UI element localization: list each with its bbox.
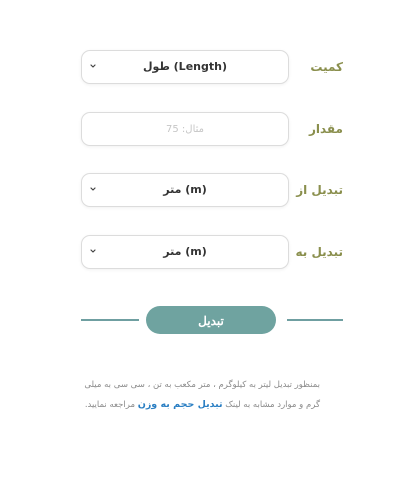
to-unit-row bbox=[81, 235, 343, 269]
amount-label: مقدار bbox=[308, 122, 343, 136]
quantity-selected-value: طول (Length) bbox=[143, 60, 227, 73]
chevron-down-icon bbox=[88, 61, 98, 71]
from-unit-select[interactable] bbox=[81, 173, 289, 207]
quantity-row bbox=[81, 50, 343, 84]
from-unit-label: تبدیل از bbox=[296, 183, 343, 197]
convert-section bbox=[81, 306, 343, 334]
amount-row bbox=[81, 112, 343, 146]
from-unit-row bbox=[81, 173, 343, 207]
volume-to-weight-link[interactable]: تبدیل حجم به وزن bbox=[137, 399, 223, 410]
from-unit-selected-value: متر (m) bbox=[163, 183, 207, 196]
amount-field-wrapper bbox=[81, 112, 289, 146]
to-unit-label: تبدیل به bbox=[295, 245, 343, 259]
quantity-select[interactable] bbox=[81, 50, 289, 84]
convert-button[interactable]: تبدیل bbox=[146, 306, 276, 334]
help-note bbox=[80, 375, 320, 415]
quantity-label: کمیت bbox=[310, 60, 343, 74]
note-text-before: بمنظور تبدیل لیتر به کیلوگرم ، متر مکعب به تن ، سی سی به میلی گرم و موارد مشابه به لینک bbox=[84, 380, 320, 410]
note-text-after: مراجعه نمایید. bbox=[84, 400, 138, 410]
divider-line-right bbox=[287, 319, 343, 321]
amount-input[interactable] bbox=[82, 113, 288, 145]
to-unit-selected-value: متر (m) bbox=[163, 245, 207, 258]
chevron-down-icon bbox=[88, 246, 98, 256]
divider-line-left bbox=[81, 319, 139, 321]
chevron-down-icon bbox=[88, 184, 98, 194]
to-unit-select[interactable] bbox=[81, 235, 289, 269]
